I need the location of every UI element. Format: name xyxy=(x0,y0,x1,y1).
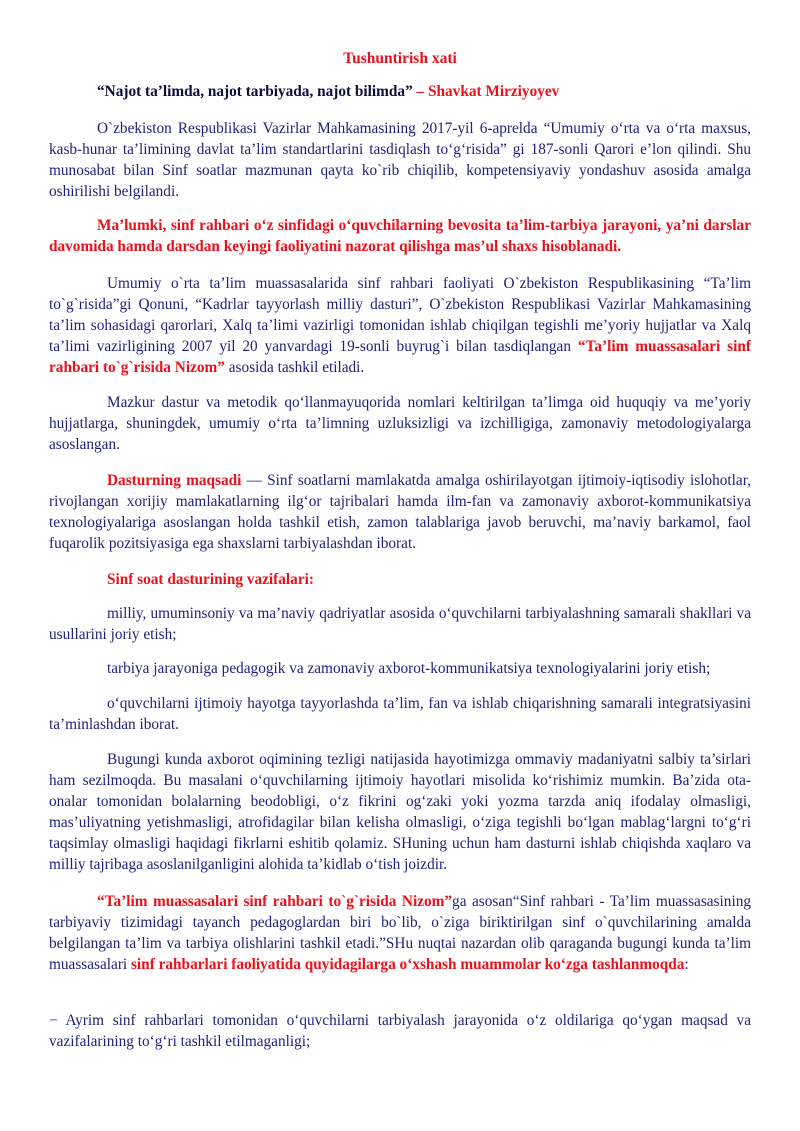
tasks-heading xyxy=(49,569,751,590)
paragraph-3-tail: asosida tashkil etiladi. xyxy=(224,359,365,376)
task-item-3: o‘quvchilarni ijtimoiy hayotga tayyorlashda ta’lim, fan va ishlab chiqarishning samarali integratsiyasini ta’minlashdan iborat. xyxy=(49,695,751,733)
paragraph-7-problems: sinf rahbarlari faoliyatida quyidagilarga o‘xshash muammolar ko‘zga tashlanmoqda xyxy=(130,956,685,973)
paragraph-7-nizom: “Ta’lim muassasalari sinf rahbari to`g`risida Nizom” xyxy=(97,893,453,910)
epigraph-quote: “Najot ta’limda, najot tarbiyada, najot bilimda” xyxy=(97,83,413,100)
task-item-2: tarbiya jarayoniga pedagogik va zamonaviy axborot-kommunikatsiya texnologiyalarini joriy etish; xyxy=(107,660,711,677)
paragraph-6: Bugungi kunda axborot oqimining tezligi natijasida hayotimizga ommaviy madaniyatni salbiy ta’sirlari ham sezilmoqda. Bu masalani o‘quvchilarning ijtimoiy hayotlari misolida ko‘rishimiz mumkin. Ba’zida ota-onalar tomonidan bolalarning beodobligi, o‘z fikrini og‘zaki yoki yozma tarzda aniq ifodalay olmasligi, mas’uliyatning yetishmasligi, atrofidagilar bilan kelisha olmasligi, o‘ziga tegishli bo‘lgan mablag‘largni to‘g‘ri taqsimlay olmasligi haqidagi fikrlarni eshitib qolamiz. SHuning uchun ham dasturni ishlab chiqishda xaqlaro va milliy tajribaga asoslanilganligini alohida ta’kidlab o‘tish joizdir. xyxy=(49,751,751,873)
tasks-heading-text: Sinf soat dasturining vazifalari: xyxy=(107,571,314,588)
paragraph-3-text: Umumiy o`rta ta’lim muassasalarida sinf rahbari faoliyati O`zbekiston Respublikasining “Ta’lim to`g`risida”gi Qonuni, “Kadrlar tayyorlash milliy dasturi”, O`zbekiston Respublikasi Vazirlar Mahkamasining ta’lim sohasidagi qarorlari, Xalq ta’limi vazirligi tomonidan ishlab chiqilgan tegishli me’yoriy hujjatlar va Xalq ta’limi vazirligining 2007 yil 20 yanvardagi 19-sonli buyrug`i bilan tasdiqlangan xyxy=(49,275,751,355)
task-item-1: milliy, umuminsoniy va ma’naviy qadriyatlar asosida o‘quvchilarni tarbiyalashning samarali shakllari va usullarini joriy etish; xyxy=(49,605,751,643)
document-title: Tushuntirish xati xyxy=(343,50,457,67)
paragraph-3 xyxy=(49,273,751,378)
paragraph-4: Mazkur dastur va metodik qo‘llanmayuqorida nomlari keltirilgan ta’limga oid huquqiy va me’yoriy hujjatlarga, shuningdek, umumiy o‘rta ta’limning uzluksizligi va izchilligiga, zamonaviy metodologiyalarga asoslangan. xyxy=(49,394,751,453)
paragraph-2-text: Ma’lumki, sinf rahbari o‘z sinfidagi o‘quvchilarning bevosita ta’lim-tarbiya jarayoni, ya’ni darslar davomida hamda darsdan keyingi faoliyatini nazorat qilishga mas’ul shaxs hisoblanadi. xyxy=(49,217,751,255)
paragraph-5 xyxy=(49,470,751,554)
paragraph-7 xyxy=(49,891,751,975)
paragraph-5-text: — Sinf soatlarni mamlakatda amalga oshirilayotgan ijtimoiy-iqtisodiy islohotlar, rivojlangan xorijiy mamlakatlarning ilg‘or tajribalari hamda ilm-fan va zamonaviy axborot-kommunikatsiya texnologiyalariga asoslangan holda tashkil etish, zamon talablariga javob beruvchi, ma’naviy barkamol, faol fuqarolik pozitsiyasiga ega shaxslarni tarbiyalashdan iborat. xyxy=(49,472,751,552)
paragraph-3-nizom: “Ta’lim muassasalari sinf rahbari to`g`risida Nizom” xyxy=(49,338,751,376)
paragraph-7-text: ga asosan“Sinf rahbari - Ta’lim muassasasining tarbiyaviy tizimidagi tayanch pedagoglardan biri bo`lib, o`ziga biriktirilgan sinf o`quvchilarining amalda belgilangan ta’lim va tarbiya olishlarini tashkil etadi.”SHu nuqtai nazardan olib qaraganda bugungi kunda ta’lim muassasalari xyxy=(49,893,751,973)
paragraph-5-goal-label: Dasturning maqsadi xyxy=(107,472,242,489)
paragraph-8: − Ayrim sinf rahbarlari tomonidan o‘quvchilarni tarbiyalash jarayonida o‘z oldilariga qo‘ygan maqsad va vazifalarining to‘g‘ri tashkil etilmaganligi; xyxy=(49,1012,751,1050)
paragraph-7-tail: : xyxy=(684,956,689,973)
epigraph xyxy=(49,81,751,102)
epigraph-author: – Shavkat Mirziyoyev xyxy=(412,83,560,100)
paragraph-2-highlight xyxy=(49,215,751,257)
paragraph-1: O`zbekiston Respublikasi Vazirlar Mahkamasining 2017-yil 6-aprelda “Umumiy o‘rta va o‘rta maxsus, kasb-hunar ta’limining davlat ta’lim standartlarini tasdiqlash to‘g‘risida” gi 187-sonli Qarori e’lon qilindi. Shu munosabat bilan Sinf soatlar mazmunan qayta ko`rib chiqilib, kompetensiyaviy yondashuv asosida amalga oshirilishi belgilandi. xyxy=(49,120,751,200)
